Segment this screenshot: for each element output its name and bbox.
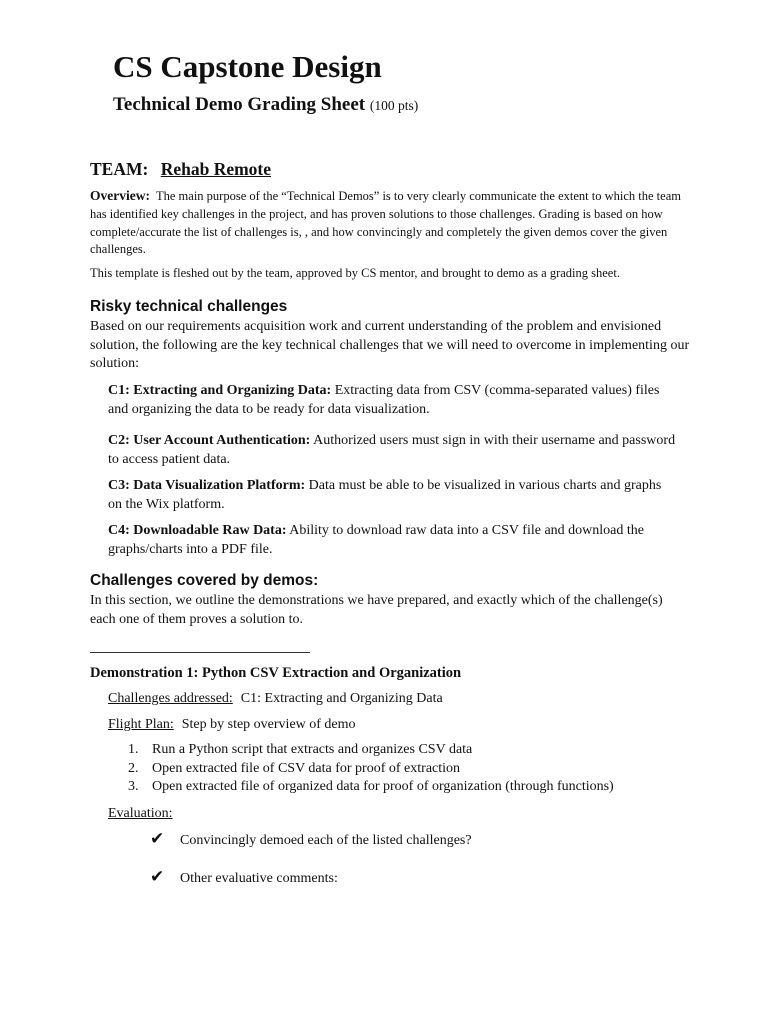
document-subtitle	[113, 93, 418, 118]
step-text: Open extracted file of CSV data for proof of extraction	[152, 760, 461, 776]
step-text: Open extracted file of organized data for proof of organization (through functions)	[152, 779, 614, 794]
covered-challenges-intro: In this section, we outline the demonstrations we have prepared, and exactly which of the challenge(s) each one of them proves a solution to.	[90, 593, 663, 627]
step-item	[128, 741, 614, 760]
flight-plan-value: Step by step overview of demo	[181, 717, 356, 732]
challenge-text: Data must be able to be visualized in various charts and graphs on the Wix platform.	[108, 478, 662, 512]
challenge-item	[108, 381, 678, 419]
step-number: 1.	[128, 742, 139, 757]
risky-challenges-heading: Risky technical challenges	[90, 298, 288, 315]
checkmark-icon: ✔	[150, 829, 165, 849]
covered-challenges-heading: Challenges covered by demos:	[90, 572, 319, 589]
challenge-text: Authorized users must sign in with their username and password to access patient data.	[108, 433, 676, 467]
challenge-item	[108, 476, 678, 514]
challenge-label: C3: Data Visualization Platform:	[108, 478, 306, 493]
evaluation-line	[108, 804, 181, 823]
evaluation-label: Evaluation:	[108, 806, 173, 821]
challenges-addressed-label: Challenges addressed:	[108, 691, 233, 706]
step-text: Run a Python script that extracts and organizes CSV data	[152, 742, 473, 757]
evaluation-check-text: Other evaluative comments:	[180, 871, 338, 886]
template-note: This template is fleshed out by the team, approved by CS mentor, and brought to demo as a grading sheet.	[90, 266, 620, 280]
team-label: TEAM:	[90, 159, 149, 179]
flight-plan-line	[108, 715, 356, 734]
step-number: 2.	[128, 760, 139, 776]
step-item	[128, 760, 614, 779]
challenges-addressed-value: C1: Extracting and Organizing Data	[240, 691, 443, 706]
team-line	[90, 157, 271, 181]
evaluation-check-text: Convincingly demoed each of the listed challenges?	[180, 833, 472, 848]
demo-title: Demonstration 1: Python CSV Extraction and Organization	[90, 665, 462, 681]
checkmark-icon: ✔	[150, 867, 165, 887]
step-number: 3.	[128, 779, 139, 794]
flight-plan-steps	[128, 741, 614, 797]
challenge-label: C1: Extracting and Organizing Data:	[108, 383, 332, 398]
section-divider	[90, 652, 310, 653]
challenge-label: C2: User Account Authentication:	[108, 433, 311, 448]
overview-text: The main purpose of the “Technical Demos” is to very clearly communicate the extent to which the team has identified key challenges in the project, and has proven solutions to those challenges. Grading is based on how complete/accurate the list of challenges is, , and how convincingly and completely the given demos cover the given challenges.	[90, 189, 681, 257]
risky-challenges-intro: Based on our requirements acquisition work and current understanding of the problem and envisioned solution, the following are the key technical challenges that we will need to overcome in implementing our solution:	[90, 319, 690, 371]
flight-plan-label: Flight Plan:	[108, 717, 174, 732]
challenge-label: C4: Downloadable Raw Data:	[108, 523, 287, 538]
challenge-text: Ability to download raw data into a CSV file and download the graphs/charts into a PDF file.	[108, 523, 644, 557]
subtitle-text: Technical Demo Grading Sheet	[113, 94, 366, 115]
overview-paragraph	[90, 187, 690, 259]
team-name: Rehab Remote	[160, 159, 272, 179]
points-label: (100 pts)	[369, 98, 419, 113]
document-title: CS Capstone Design	[113, 49, 382, 84]
challenge-item	[108, 521, 678, 559]
evaluation-check-item	[150, 830, 472, 850]
challenge-item	[108, 431, 678, 469]
challenges-addressed-line	[108, 689, 443, 708]
challenge-text: Extracting data from CSV (comma-separated values) files and organizing the data to be ready for data visualization.	[108, 383, 660, 417]
overview-label: Overview:	[90, 188, 150, 203]
evaluation-check-item	[150, 868, 338, 888]
step-item	[128, 778, 614, 797]
